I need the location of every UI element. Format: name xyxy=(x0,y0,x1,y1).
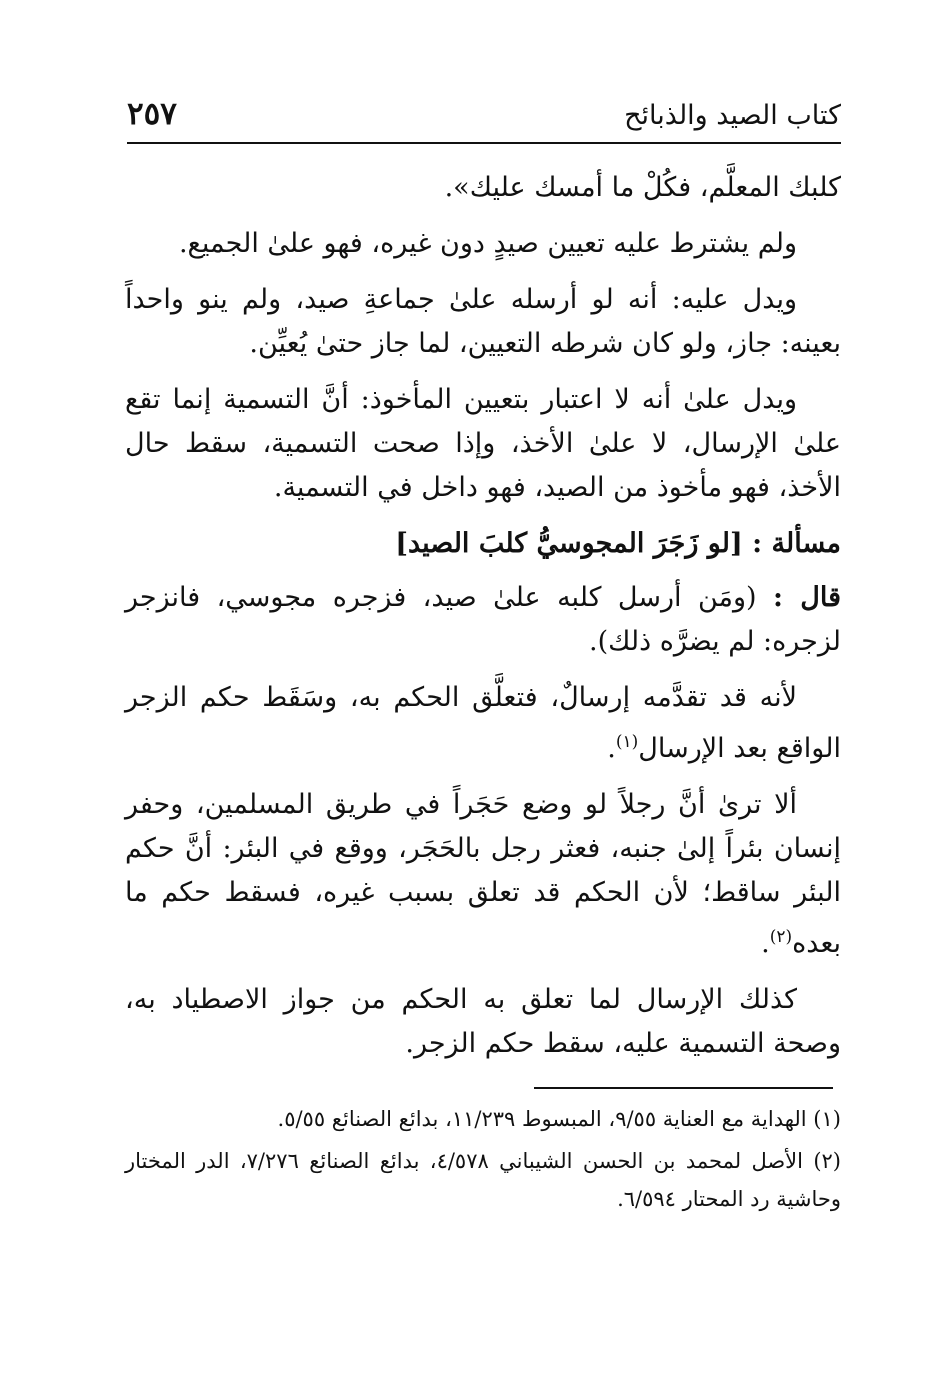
paragraph-7 xyxy=(125,783,841,966)
paragraph-5 xyxy=(125,576,841,664)
paragraph-3: ويدل عليه: أنه لو أرسله علىٰ جماعةِ صيد، ولم ينو واحداً بعينه: جاز، ولو كان شرطه التعيين، لما جاز حتىٰ يُعيِّن. xyxy=(125,284,841,359)
footnote-ref-2: (٢) xyxy=(769,927,793,947)
running-title: كتاب الصيد والذبائح xyxy=(624,100,841,131)
paragraph-8: كذلك الإرسال لما تعلق به الحكم من جواز الاصطياد به، وصحة التسمية عليه، سقط حكم الزجر. xyxy=(125,984,841,1059)
page-header xyxy=(127,96,841,144)
footnote-1: (١) الهداية مع العناية ٩/٥٥، المبسوط ١١/٢٣٩، بدائع الصنائع ٥/٥٥. xyxy=(277,1107,841,1131)
paragraph-2: ولم يشترط عليه تعيين صيدٍ دون غيره، فهو علىٰ الجميع. xyxy=(178,228,797,259)
footnote-2: (٢) الأصل لمحمد بن الحسن الشيباني ٤/٥٧٨، بدائع الصنائع ٧/٢٧٦، الدر المختار وحاشية رد المحتار ٦/٥٩٤. xyxy=(125,1149,841,1211)
paragraph-5-text: (ومَن أرسل كلبه علىٰ صيد، فزجره مجوسي، فانزجر لزجره: لم يضرَّه ذلك). xyxy=(125,582,841,657)
paragraph-4: ويدل علىٰ أنه لا اعتبار بتعيين المأخوذ: أنَّ التسمية إنما تقع علىٰ الإرسال، لا علىٰ الأخذ، وإذا صحت التسمية، سقط حال الأخذ، فهو مأخوذ من الصيد، فهو داخل في التسمية. xyxy=(125,384,841,503)
paragraph-1: كلبك المعلَّم، فكُلْ ما أمسك عليك». xyxy=(444,172,841,203)
paragraph-7-end: . xyxy=(761,928,770,959)
footnote-ref-1: (١) xyxy=(615,732,639,752)
footnotes xyxy=(125,1100,841,1222)
section-heading: مسألة : [لو زَجَرَ المجوسيُّ كلبَ الصيد] xyxy=(395,528,841,559)
qala-label: قال : xyxy=(773,582,841,613)
main-text xyxy=(125,166,841,1078)
paragraph-6-end: . xyxy=(607,733,616,764)
paragraph-6 xyxy=(125,676,841,771)
paragraph-6-text: لأنه قد تقدَّمه إرسالٌ، فتعلَّق الحكم به، وسَقَط حكم الزجر الواقع بعد الإرسال xyxy=(125,682,841,764)
footnote-divider xyxy=(534,1087,833,1089)
page-number: ٢٥٧ xyxy=(127,96,177,132)
paragraph-7-text: ألا ترىٰ أنَّ رجلاً لو وضع حَجَراً في طريق المسلمين، وحفر إنسان بئراً إلىٰ جنبه، فعثر رجل بالحَجَر، ووقع في البئر: أنَّ حكم البئر ساقط؛ لأن الحكم قد تعلق بسبب غيره، فسقط حكم ما بعده xyxy=(125,789,841,959)
